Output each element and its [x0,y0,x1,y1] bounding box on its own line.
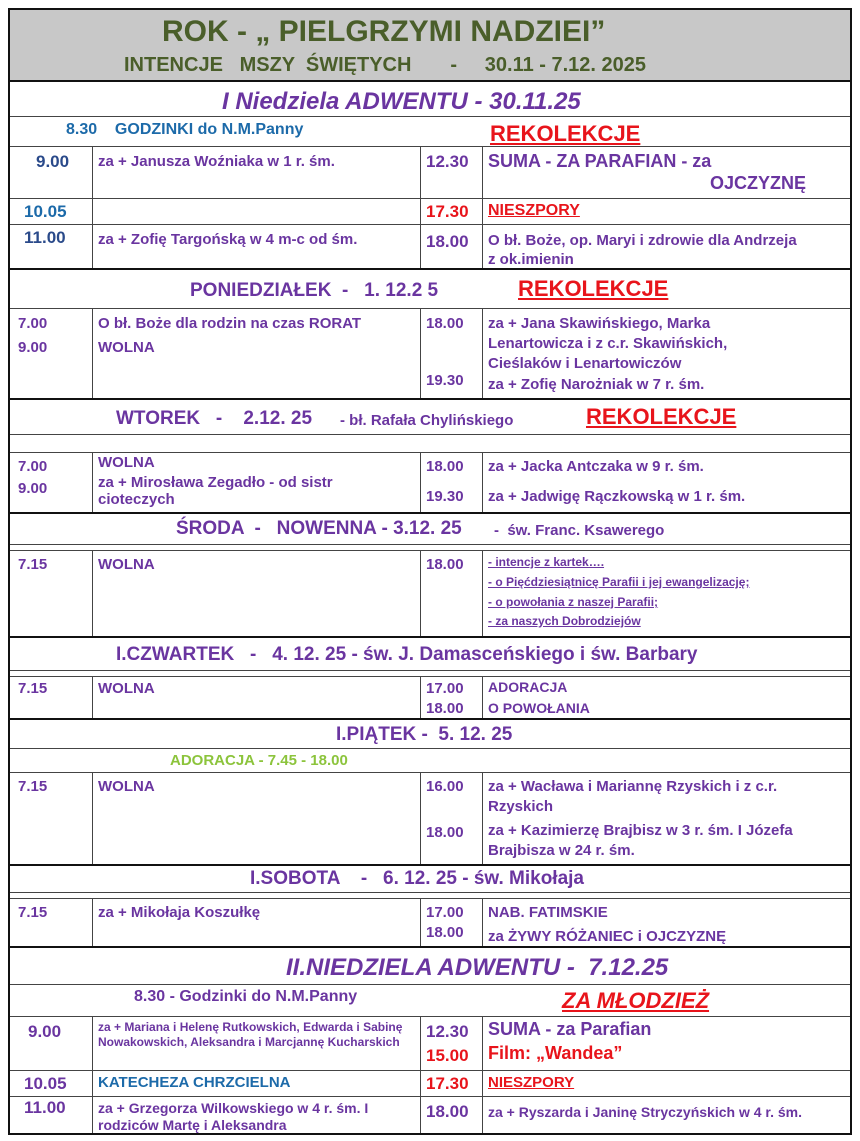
sunday2-time2b: 15.00 [426,1046,469,1065]
saturday-time2a: 17.00 [426,904,464,921]
sunday1-row1-intention2a: SUMA - ZA PARAFIAN - za [488,151,712,171]
sunday1-row1-intention2b: OJCZYZNĘ [710,173,807,193]
friday-intention2b2: Brajbisza w 24 r. śm. [488,842,635,859]
friday-time2b: 18.00 [426,824,464,841]
sunday1-row1-time1: 9.00 [36,152,70,171]
wednesday-item-3: - o powołania z naszej Parafii; [488,595,659,609]
sunday1-row3-intention2a: O bł. Boże, op. Maryi i zdrowie dla Andrzeja [488,232,797,249]
monday-intention2a3: Cieślaków i Lenartowiczów [488,355,682,372]
tuesday-intention2b: za + Jadwigę Rączkowską w 1 r. śm. [488,488,746,505]
wednesday-saint: - św. Franc. Ksawerego [494,522,665,539]
sunday2-time2c: 17.30 [426,1074,469,1093]
monday-time1b: 9.00 [18,339,48,356]
sunday1-row2-intention2: NIESZPORY [488,202,580,219]
tuesday-intention1b: za + Mirosława Zegadło - od sistr cioteczych [98,474,333,509]
saturday-title: I.SOBOTA - 6. 12. 25 - św. Mikołaja [250,868,585,889]
sunday2-intention2a: SUMA - za Parafian [488,1019,652,1039]
wednesday-title: ŚRODA - NOWENNA - 3.12. 25 [176,518,462,539]
saturday-time2b: 18.00 [426,924,464,941]
thursday-time1: 7.15 [18,680,48,697]
wednesday-time2: 18.00 [426,556,464,573]
sunday2-time1a: 9.00 [28,1022,62,1041]
sunday2-mlodziez: ZA MŁODZIEŻ [562,988,710,1013]
sunday1-row3-time1: 11.00 [24,228,66,247]
monday-time2a: 18.00 [426,315,464,332]
sunday1-rekolekcje: REKOLEKCJE [490,121,641,146]
wednesday-item-4: - za naszych Dobrodziejów [488,614,641,628]
tuesday-time2b: 19.30 [426,488,464,505]
sunday2-intention1c: za + Grzegorza Wilkowskiego w 4 r. śm. I rodziców Martę i Aleksandra [98,1100,369,1133]
sunday2-time1b: 10.05 [24,1074,67,1093]
saturday-intention2a: NAB. FATIMSKIE [488,904,608,921]
sunday1-row1-time2: 12.30 [426,152,469,171]
tuesday-time1b: 9.00 [18,480,48,497]
monday-time2b: 19.30 [426,372,464,389]
header-title: ROK - „ PIELGRZYMI NADZIEI” [162,15,606,48]
sunday1-title: I Niedziela ADWENTU - 30.11.25 [222,88,581,115]
saturday-intention2b: za ŻYWY RÓŻANIEC i OJCZYZNĘ [488,928,727,945]
friday-intention2b1: za + Kazimierzę Brajbisz w 3 r. śm. I Józefa [488,822,793,839]
friday-intention1: WOLNA [98,778,155,795]
monday-intention1b: WOLNA [98,339,155,356]
sunday2-title: II.NIEDZIELA ADWENTU - 7.12.25 [286,954,669,981]
tuesday-saint: - bł. Rafała Chylińskiego [340,412,514,429]
sunday1-row2-time1: 10.05 [24,202,67,221]
sunday2-time2d: 18.00 [426,1102,469,1121]
sunday1-row3-intention2b: z ok.imienin [488,251,574,268]
header-subtitle: INTENCJE MSZY ŚWIĘTYCH - 30.11 - 7.12. 2025 [124,54,647,76]
sunday1-row2-time2: 17.30 [426,202,469,221]
sunday1-row3-intention1: za + Zofię Targońską w 4 m-c od śm. [98,231,358,248]
tuesday-rekolekcje: REKOLEKCJE [586,404,737,429]
tuesday-title: WTOREK - 2.12. 25 [116,408,313,429]
tuesday-intention2a: za + Jacka Antczaka w 9 r. śm. [488,458,704,475]
thursday-time2a: 17.00 [426,680,464,697]
wednesday-item-1: - intencje z kartek…. [488,555,605,569]
wednesday-item-2: - o Pięćdziesiątnicę Parafii i jej ewangelizację; [488,575,750,589]
sunday2-intention2d: za + Ryszarda i Janinę Stryczyńskich w 4 r. śm. [488,1104,802,1120]
friday-intention2a2: Rzyskich [488,798,554,815]
sunday2-intention2b: Film: „Wandea” [488,1043,623,1063]
sunday2-time2a: 12.30 [426,1022,469,1041]
friday-title: I.PIĄTEK - 5. 12. 25 [336,724,513,745]
wednesday-intention1: WOLNA [98,556,155,573]
thursday-intention1: WOLNA [98,680,155,697]
friday-time1: 7.15 [18,778,48,795]
sunday2-godzinki: 8.30 - Godzinki do N.M.Panny [134,988,358,1005]
monday-intention2b: za + Zofię Narożniak w 7 r. śm. [488,376,705,393]
friday-adoracja: ADORACJA - 7.45 - 18.00 [170,752,348,769]
sunday2-intention1b: KATECHEZA CHRZCIELNA [98,1074,291,1091]
monday-time1a: 7.00 [18,315,48,332]
monday-intention2a2: Lenartowicza i z c.r. Skawińskich, [488,335,728,352]
thursday-intention2a: ADORACJA [488,679,568,695]
monday-intention1a: O bł. Boże dla rodzin na czas RORAT [98,315,362,332]
saturday-time1: 7.15 [18,904,48,921]
wednesday-time1: 7.15 [18,556,48,573]
monday-intention2a1: za + Jana Skawińskiego, Marka [488,315,711,332]
sunday2-intention2c: NIESZPORY [488,1074,575,1091]
friday-time2a: 16.00 [426,778,464,795]
thursday-title: I.CZWARTEK - 4. 12. 25 - św. J. Damasceńskiego i św. Barbary [116,644,698,665]
tuesday-intention1a: WOLNA [98,454,155,471]
monday-rekolekcje: REKOLEKCJE [518,276,669,301]
saturday-intention1: za + Mikołaja Koszułkę [98,904,261,921]
thursday-time2b: 18.00 [426,700,464,717]
sunday1-row1-intention1: za + Janusza Woźniaka w 1 r. śm. [98,153,335,170]
tuesday-time2a: 18.00 [426,458,464,475]
sunday1-row3-time2: 18.00 [426,232,469,251]
monday-title: PONIEDZIAŁEK - 1. 12.2 5 [190,280,439,301]
sunday2-time1c: 11.00 [24,1098,66,1117]
sunday2-intention1a: za + Mariana i Helenę Rutkowskich, Edwarda i Sabinę Nowakowskich, Aleksandra i Marcjannę Kucharskich [98,1020,403,1049]
friday-intention2a1: za + Wacława i Mariannę Rzyskich i z c.r. [488,778,778,795]
sunday1-godzinki: 8.30 GODZINKI do N.M.Panny [66,121,304,138]
tuesday-time1a: 7.00 [18,458,48,475]
thursday-intention2b: O POWOŁANIA [488,700,590,716]
schedule-sheet [8,8,852,1135]
